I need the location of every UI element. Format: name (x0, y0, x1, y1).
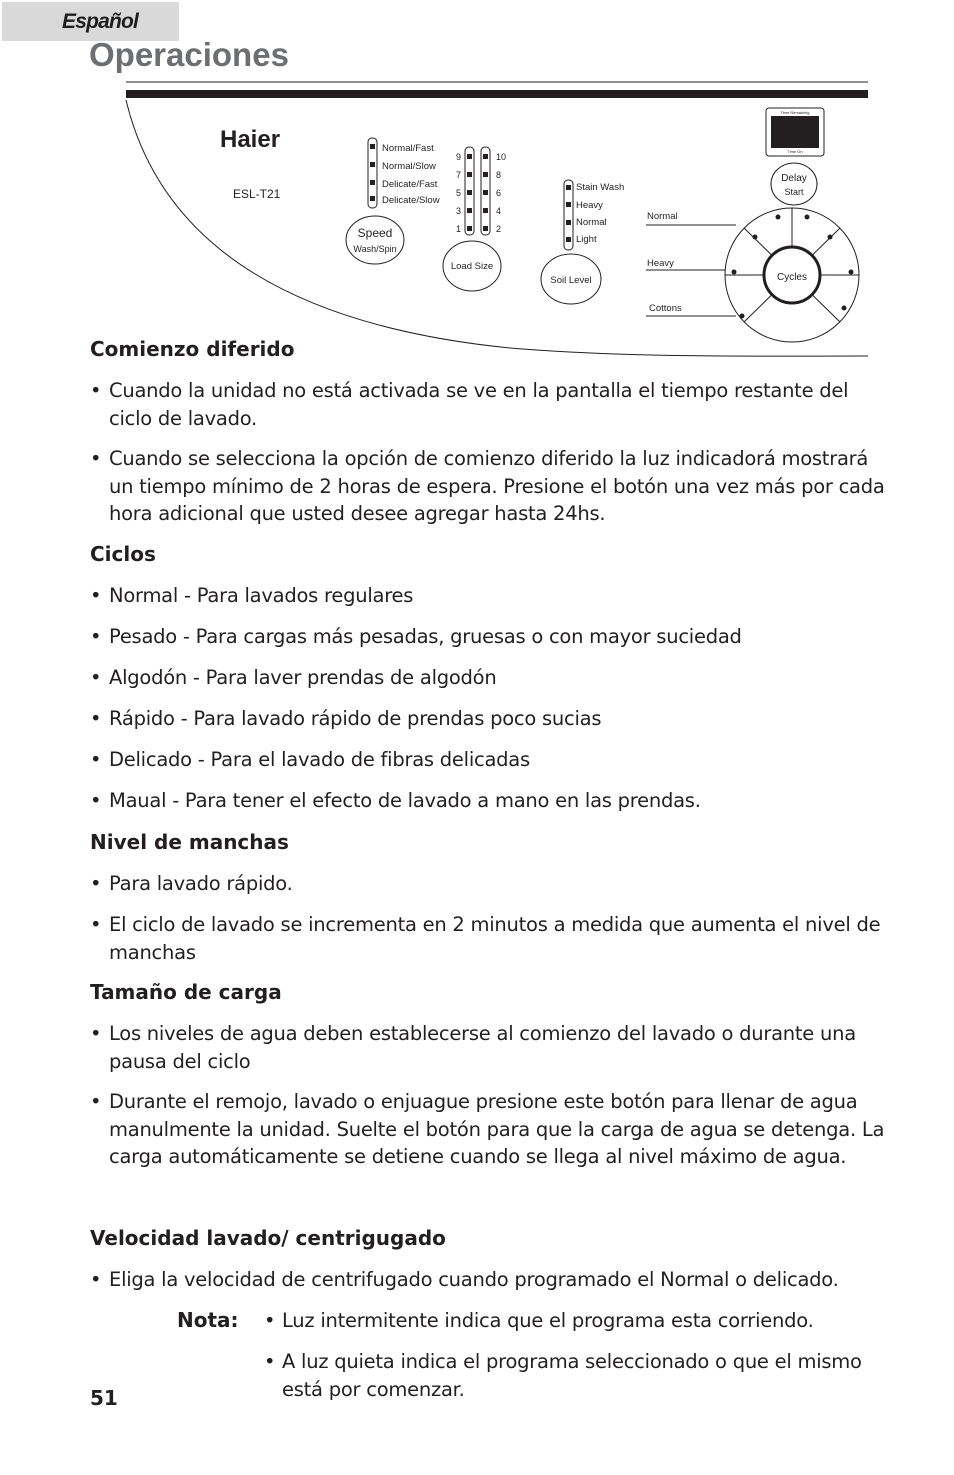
bullet-dot: • (90, 748, 102, 771)
load-led (483, 154, 488, 159)
cycle-led (732, 270, 737, 275)
cycle-led (842, 306, 847, 311)
bullet-dot: • (90, 447, 102, 470)
speed-led (370, 144, 375, 149)
section-heading-delay: Comienzo diferido (90, 337, 295, 361)
load-level-number: 9 (456, 152, 462, 162)
bullet-item (90, 664, 889, 692)
load-level-number: 2 (496, 224, 502, 234)
soil-option-label: Normal (576, 217, 607, 228)
load-level-number: 6 (496, 188, 502, 198)
speed-button-sublabel: Wash/Spin (353, 244, 397, 254)
load-led (467, 190, 472, 195)
bullet-text: Cuando se selecciona la opción de comienzo diferido la luz indicadorá mostrará un tiempo mínimo de 2 horas de espera. Presione el botón una vez más por cada hora adicional que usted desee agregar hasta 24hs. (109, 447, 885, 525)
cycle-led (740, 314, 745, 319)
bullet-text: El ciclo de lavado se incrementa en 2 minutos a medida que aumenta el nivel de manchas (109, 913, 881, 964)
note-text: A luz quieta indica el programa seleccionado o que el mismo está por comenzar. (282, 1350, 862, 1401)
bullet-dot: • (90, 1022, 102, 1045)
bullet-dot: • (90, 625, 102, 648)
cycle-led (849, 270, 854, 275)
bullet-item (90, 1088, 889, 1171)
language-label: Español (62, 10, 139, 33)
speed-led (370, 180, 375, 185)
load-led (483, 190, 488, 195)
section-heading-soil: Nivel de manchas (90, 830, 289, 854)
note-text: Luz intermitente indica que el programa esta corriendo. (282, 1309, 814, 1332)
bullet-dot: • (90, 1090, 102, 1113)
cycle-label-heavy: Heavy (647, 258, 674, 269)
bullet-item (90, 623, 889, 651)
bullet-dot: • (90, 1268, 102, 1291)
note-bullet-item (264, 1307, 882, 1335)
load-led (467, 154, 472, 159)
cycle-led (776, 215, 781, 220)
load-level-number: 1 (456, 224, 462, 234)
bullet-text: Durante el remojo, lavado o enjuague presione este botón para llenar de agua manulmente la unidad. Suelte el botón para que la carga de agua se detenga. La carga automáticamente se detiene cuando se llega al nivel máximo de agua. (109, 1090, 885, 1168)
speed-option-label: Delicate/Fast (382, 179, 438, 190)
speed-option-label: Delicate/Slow (382, 195, 440, 206)
bullet-item (90, 911, 889, 966)
soil-option-label: Heavy (576, 200, 603, 211)
bullet-text: Maual - Para tener el efecto de lavado a mano en las prendas. (109, 789, 701, 812)
bullet-item (90, 1020, 889, 1075)
load-led (467, 208, 472, 213)
load-level-number: 4 (496, 206, 502, 216)
bullet-dot: • (90, 913, 102, 936)
load-led (483, 172, 488, 177)
bullet-text: Eliga la velocidad de centrifugado cuando programado el Normal o delicado. (109, 1268, 839, 1291)
bullet-text: Cuando la unidad no está activada se ve en la pantalla el tiempo restante del ciclo de lavado. (109, 379, 849, 430)
cycle-led (828, 235, 833, 240)
page-number: 51 (90, 1386, 118, 1410)
bullet-text: Pesado - Para cargas más pesadas, gruesas o con mayor suciedad (109, 625, 742, 648)
bullet-item (90, 705, 889, 733)
bullet-item (90, 377, 889, 432)
bullet-dot: • (90, 872, 102, 895)
bullet-text: Normal - Para lavados regulares (109, 584, 414, 607)
speed-option-label: Normal/Fast (382, 143, 434, 154)
cycle-label-normal: Normal (647, 211, 678, 222)
bullet-text: Para lavado rápido. (109, 872, 293, 895)
soil-led (566, 237, 571, 242)
soil-option-label: Stain Wash (576, 182, 625, 193)
display-top-label: Time Remaining (780, 110, 810, 115)
load-level-number: 7 (456, 170, 462, 180)
speed-button[interactable] (346, 216, 404, 264)
delay-start-label: Delay (781, 173, 807, 184)
delay-start-button[interactable] (771, 163, 817, 205)
page-title: Operaciones (89, 36, 289, 73)
speed-option-label: Normal/Slow (382, 161, 436, 172)
soil-option-label: Light (576, 234, 597, 245)
bullet-item (90, 445, 889, 528)
cycle-label-cottons: Cottons (649, 303, 682, 314)
bullet-dot: • (264, 1350, 276, 1373)
load-led (467, 172, 472, 177)
section-heading-load: Tamaño de carga (90, 980, 282, 1004)
bullet-dot: • (90, 789, 102, 812)
brand-logo: Haier (220, 126, 281, 153)
bullet-dot: • (264, 1309, 276, 1332)
model-label: ESL-T21 (233, 187, 281, 201)
note-label: Nota: (177, 1308, 239, 1332)
bullet-dot: • (90, 584, 102, 607)
load-size-button-label: Load Size (450, 261, 494, 272)
bullet-text: Algodón - Para laver prendas de algodón (109, 666, 497, 689)
bullet-item (90, 787, 889, 815)
soil-level-button-label: Soil Level (550, 275, 592, 286)
soil-led (566, 220, 571, 225)
cycle-led (805, 215, 810, 220)
bullet-dot: • (90, 379, 102, 402)
load-led (483, 208, 488, 213)
load-led (467, 226, 472, 231)
load-level-number: 3 (456, 206, 462, 216)
note-bullet-item (264, 1348, 882, 1403)
time-display-screen (771, 116, 819, 148)
load-level-number: 10 (496, 152, 507, 162)
section-heading-speed: Velocidad lavado/ centrigugado (90, 1226, 446, 1250)
bullet-item (90, 1266, 889, 1294)
bullet-text: Rápido - Para lavado rápido de prendas poco sucias (109, 707, 602, 730)
display-bottom-label: Time On (787, 149, 803, 154)
cycles-button-label: Cycles (776, 272, 808, 283)
speed-led (370, 196, 375, 201)
bullet-item (90, 870, 889, 898)
cycle-led (753, 235, 758, 240)
soil-led (566, 185, 571, 190)
load-level-number: 5 (456, 188, 462, 198)
bullet-text: Delicado - Para el lavado de fibras delicadas (109, 748, 530, 771)
bullet-text: Los niveles de agua deben establecerse al comienzo del lavado o durante una pausa del ciclo (109, 1022, 856, 1073)
load-led (483, 226, 488, 231)
delay-start-sublabel: Start (784, 187, 804, 197)
bullet-item (90, 582, 889, 610)
bullet-item (90, 746, 889, 774)
speed-led (370, 162, 375, 167)
soil-led (566, 202, 571, 207)
bullet-dot: • (90, 666, 102, 689)
section-heading-cycles: Ciclos (90, 542, 156, 566)
load-level-number: 8 (496, 170, 502, 180)
bullet-dot: • (90, 707, 102, 730)
control-panel-illustration (110, 80, 870, 360)
speed-button-label: Speed (357, 226, 393, 240)
